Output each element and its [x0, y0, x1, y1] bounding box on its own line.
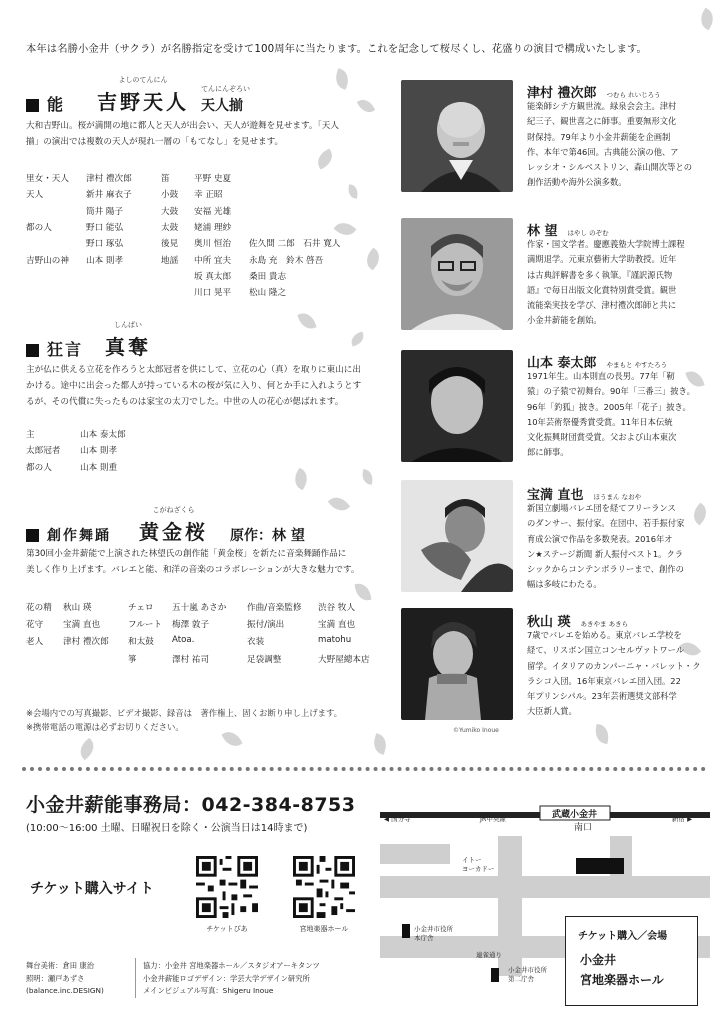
- petal-decoration: [290, 468, 311, 491]
- bio-line: ラシコ入団。16年東京バレエ団入団。22: [527, 675, 681, 686]
- bio-line: 文化振興財団賞受賞。父および山本東次: [527, 432, 677, 443]
- cast-instrument: チェロ: [128, 603, 154, 613]
- noh-subtitle-ruby: てんにんぞろい: [201, 85, 251, 93]
- cast-instrument: 箏: [128, 654, 137, 665]
- label-line: 本庁舎: [414, 934, 434, 942]
- petal-decoration: [297, 310, 316, 332]
- jr-line-label: JR中央線: [480, 815, 506, 823]
- section-bullet: [26, 344, 39, 357]
- dance-genre: 創作舞踊: [47, 528, 111, 544]
- bio-line: 新国立劇場バレエ団を経てフリーランス: [527, 503, 676, 513]
- venue-name-line1: 小金井: [580, 953, 617, 967]
- cast-player: 澤村 祐司: [172, 654, 210, 665]
- cast-role: 太郎冠者: [26, 446, 61, 457]
- cast-name: 津村 禮次郎: [63, 637, 109, 648]
- venue-name-line2: 宮地楽器ホール: [580, 973, 664, 987]
- cast-name: 野口 能弘: [86, 222, 124, 233]
- kyogen-title: 真奪: [105, 335, 152, 359]
- cast-name: 津村 禮次郎: [86, 174, 132, 184]
- kyogen-genre: 狂言: [47, 340, 84, 359]
- bio-text: [527, 369, 707, 461]
- noh-heading: [26, 76, 251, 115]
- cast-instrument: フルート: [128, 620, 163, 631]
- kyogen-title-ruby: しんばい: [114, 321, 143, 329]
- bio-text: [527, 237, 707, 329]
- portrait-akiyama: [401, 608, 513, 720]
- credit-divider: [135, 958, 136, 998]
- cast-instrument: 太鼓: [161, 222, 179, 233]
- staff-job: 作曲/音楽監修: [247, 603, 302, 613]
- cast-player: 中所 宜夫: [194, 255, 232, 266]
- cast-player: 幸 正昭: [194, 190, 223, 201]
- petal-decoration: [349, 331, 366, 346]
- ticket-site-label: チケット購入サイト: [30, 881, 154, 897]
- qr-code-ticket-pia[interactable]: [196, 856, 258, 918]
- bio-line: は古典評解書を多く執筆。『謹訳源氏物: [527, 269, 673, 280]
- city-hall-label: [414, 925, 453, 943]
- cast-role: 都の人: [26, 462, 52, 473]
- cast-role: 花守: [26, 620, 44, 631]
- bio-kana: あきやま あきら: [580, 620, 629, 628]
- bio-line: 7歳でバレエを始める。東京バレエ学校を: [527, 630, 682, 640]
- bio-line: 大臣新人賞。: [527, 706, 577, 717]
- label-line: 小金井市役所: [508, 966, 547, 974]
- bio-line: 作家・国文学者。慶應義塾大学院博士課程: [527, 239, 685, 249]
- portrait-yamamoto: [401, 350, 513, 462]
- label-line: ヨーカドー: [462, 865, 495, 873]
- bio-line: 1971年生。山本則直の長男。77年「靭: [527, 371, 675, 381]
- bio-kana: やまもと やすたろう: [606, 361, 668, 369]
- desc-line: 美しく作り上げます。バレエと能、和洋の音楽のコラボレーションが大きな魅力です。: [26, 565, 360, 575]
- office-phone: 小金井薪能事務局：042-384-8753: [26, 794, 356, 816]
- noh-title-ruby: よしのてんにん: [118, 76, 168, 84]
- portrait-tsumura: [401, 80, 513, 192]
- bio-line: 育成公演で作品を多数発表。2016年オ: [527, 533, 673, 544]
- desc-line: 大和吉野山。桜が満開の地に都人と天人が出会い、天人が遊舞を見せます。「天人: [26, 121, 339, 131]
- petal-decoration: [361, 469, 374, 485]
- note-line: ※携帯電話の電源は必ずお切りください。: [26, 722, 184, 732]
- cast-player: 川口 晃平: [194, 288, 232, 299]
- petal-decoration: [314, 148, 337, 169]
- credit-line: 照明：瀬戸あずさ: [26, 973, 85, 983]
- staff-job: 衣装: [247, 637, 265, 648]
- bio-line: 財保持。79年より小金井薪能を企画制: [527, 131, 671, 142]
- direction-west: ◀ 国分寺: [384, 815, 411, 823]
- petal-decoration: [355, 582, 372, 602]
- cast-role: 老人: [26, 637, 44, 648]
- cast-player: 坂 真太郎: [194, 271, 232, 282]
- petal-decoration: [357, 96, 375, 116]
- note-line: ※会場内での写真撮影、ビデオ撮影、録音は 著作権上、固くお断り申し上げます。: [26, 708, 343, 718]
- bio-name-text: 秋山 瑛: [527, 615, 571, 630]
- dance-heading: [26, 506, 305, 545]
- cast-player: 五十嵐 あさか: [172, 603, 227, 613]
- cast-role: 都の人: [26, 222, 52, 233]
- desc-line: るが、その代償に失ったものは家宝の太刀でした。中世の人の花心が偲ばれます。: [26, 397, 344, 407]
- bio-name-text: 宝満 直也: [527, 488, 584, 503]
- staff-name: 宝満 直也: [318, 620, 356, 631]
- dance-title-ruby: こがねざくら: [152, 506, 195, 514]
- bio-text: [527, 99, 707, 191]
- bio-line: 幅は多岐にわたる。: [527, 579, 602, 590]
- staff-name: matohu: [318, 635, 352, 646]
- dance-subtitle: 原作：林 望: [230, 528, 305, 544]
- bio-line: 紀三子、観世喜之に師事。重要無形文化: [527, 116, 677, 127]
- bio-line: のダンサー、振付家。在団中、若手振付家: [527, 518, 685, 529]
- cast-name: 山本 泰太郎: [80, 430, 126, 440]
- bio-line: 流能楽実技を学び、津村禮次郎師と共に: [527, 300, 677, 311]
- petal-decoration: [332, 68, 351, 90]
- bio-line: レッシオ・シルベストリン、森山開次等との: [527, 162, 692, 173]
- bio-line: 満期退学。元東京藝術大学助教授。近年: [527, 254, 677, 265]
- bio-name-text: 林 望: [527, 224, 558, 239]
- noh-genre: 能: [47, 95, 66, 114]
- qr-label-pia: チケットぴあ: [206, 925, 248, 933]
- bio-line: 年プリンシパル。23年芸術選奨文部科学: [527, 691, 677, 702]
- kyogen-description: [26, 362, 361, 410]
- cast-name: 野口 琢弘: [86, 239, 124, 250]
- bio-line: 留学。イタリアのカンパーニャ・バレット・ク: [527, 660, 701, 671]
- intro-text: 本年は名勝小金井（サクラ）が名勝指定を受けて100周年に当たります。これを記念して桜尽くし、花盛りの演目で構成いたします。: [26, 43, 647, 55]
- petal-decoration: [370, 733, 389, 755]
- city-hall2-label: [508, 966, 547, 984]
- portrait-hayashi: [401, 218, 513, 330]
- credit-line: 舞台美術：倉田 康治: [26, 961, 94, 970]
- portrait-houman: [401, 480, 513, 592]
- label-line: イトー: [462, 856, 482, 864]
- cast-instrument: 後見: [161, 239, 179, 250]
- cast-name: 宝満 直也: [63, 620, 101, 631]
- desc-line: 揃」の演出では複数の天人が現れ一層の「もてなし」を見せます。: [26, 137, 284, 147]
- cast-name: 新井 麻衣子: [86, 190, 132, 201]
- cast-extra: 永島 充 鈴木 啓吾: [249, 255, 324, 266]
- cast-extra: 佐久間 二郎 石井 寛人: [249, 239, 341, 250]
- ito-yokado-label: [462, 856, 494, 874]
- kyogen-heading: [26, 321, 152, 360]
- bio-kana: はやし のぞむ: [567, 229, 609, 237]
- cast-role: 主: [26, 430, 35, 440]
- bio-line: 郎に師事。: [527, 447, 569, 458]
- cast-extra: 桑田 貴志: [249, 271, 287, 282]
- bio-line: 創作活動や海外公演多数。: [527, 177, 627, 188]
- bio-line: 作、本年で第46回。古典能公演の他、ア: [527, 146, 679, 157]
- photo-credit: ©Yumiko Inoue: [453, 727, 499, 734]
- bio-line: 小金井薪能を創始。: [527, 315, 602, 326]
- cast-instrument: 小鼓: [161, 190, 179, 201]
- cast-player: 梅澤 敦子: [172, 620, 210, 631]
- petal-decoration: [328, 493, 350, 516]
- noh-description: [26, 118, 339, 150]
- credit-line: 小金井薪能ロゴデザイン：学芸大学デザイン研究所: [143, 973, 310, 983]
- staff-name: 大野屋總本店: [318, 654, 370, 665]
- cast-name: 筒井 陽子: [86, 206, 124, 217]
- bio-text: [527, 628, 707, 720]
- station-name: 武蔵小金井: [552, 810, 598, 820]
- cast-extra: 松山 隆之: [249, 288, 287, 299]
- cast-name: 山本 則孝: [86, 255, 124, 266]
- cast-instrument: 大鼓: [161, 206, 179, 217]
- road-label: 連雀通り: [476, 951, 502, 959]
- section-bullet: [26, 529, 39, 542]
- cast-player: 安福 光雄: [194, 206, 232, 217]
- noh-subtitle: 天人揃: [201, 98, 244, 114]
- bio-kana: ほうまん なおや: [593, 493, 642, 501]
- cast-instrument: 笛: [161, 174, 170, 184]
- qr-label-miyaji: 宮地楽器ホール: [299, 925, 349, 933]
- cast-name: 山本 則重: [80, 462, 118, 473]
- cast-role: 天人: [26, 190, 44, 201]
- credit-line: 協力：小金井 宮地楽器ホール／スタジオアーキタンツ: [143, 961, 320, 970]
- noh-title: 吉野天人: [97, 90, 190, 114]
- cast-player: Atoa.: [172, 635, 195, 646]
- desc-line: 第30回小金井薪能で上演された林望氏の創作能「黄金桜」を新たに音楽舞踊作品に: [26, 549, 347, 559]
- section-bullet: [26, 99, 39, 112]
- bio-line: 猿」の子猿で初舞台。90年「三番三」披き。: [527, 386, 695, 397]
- bio-line: 語』で毎日出版文化賞特別賞受賞。観世: [527, 284, 677, 295]
- office-hours: (10:00〜16:00 土曜、日曜祝日を除く・公演当日は14時まで): [26, 823, 308, 834]
- cast-name: 秋山 瑛: [63, 603, 92, 613]
- petal-decoration: [594, 724, 611, 744]
- cast-instrument: 和太鼓: [128, 637, 154, 648]
- desc-line: 主が仏に供える立花を作ろうと太郎冠者を供にして、立花の心（真）を取りに東山に出: [26, 365, 361, 375]
- bio-kana: つむら れいじろう: [606, 91, 661, 99]
- cast-name: 山本 則孝: [80, 446, 118, 457]
- bio-line: ン★ステージ新聞 新人振付ベスト1。クラ: [527, 548, 684, 559]
- section-divider: [22, 767, 706, 771]
- label-line: 第二庁舎: [508, 975, 534, 983]
- staff-credits-right: [143, 960, 320, 998]
- venue-label: チケット購入／会場: [578, 931, 668, 942]
- bio-line: 経て、リスボン国立コンセルヴァトワール: [527, 645, 685, 656]
- bio-line: シックからコンテンポラリーまで、創作の: [527, 564, 684, 575]
- cast-role: 花の精: [26, 603, 52, 613]
- bio-line: 能楽師シテ方観世流。緑泉会会主。津村: [527, 101, 677, 111]
- petal-decoration: [362, 248, 384, 271]
- qr-code-miyaji-hall[interactable]: [293, 856, 355, 918]
- venue-box: [565, 916, 698, 1006]
- cast-player: 平野 史夏: [194, 174, 232, 184]
- desc-line: かける。途中に出会った都人が持っている木の桜が気に入り、何とか手に入れようとす: [26, 381, 362, 391]
- credit-line: メインビジュアル写真：Shigeru Inoue: [143, 986, 274, 995]
- cast-role: 里女・天人: [26, 174, 69, 184]
- bio-line: 96年「釣狐」披き。2005年「花子」披き。: [527, 401, 691, 412]
- cast-role: 吉野山の神: [26, 255, 69, 266]
- dance-title: 黄金桜: [139, 520, 208, 544]
- staff-credits-left: [26, 960, 104, 998]
- staff-job: 振付/演出: [247, 620, 285, 631]
- bio-line: 10年芸術祭優秀賞受賞。11年日本伝統: [527, 416, 673, 427]
- bio-name-text: 山本 泰太郎: [527, 356, 597, 371]
- bio-text: [527, 501, 707, 593]
- cast-player: 姥浦 理紗: [194, 222, 232, 233]
- cast-player: 奥川 恒治: [194, 239, 232, 250]
- notes: [26, 706, 342, 734]
- staff-job: 足袋調整: [247, 654, 282, 665]
- staff-name: 渋谷 牧人: [318, 603, 356, 613]
- direction-east: 新宿 ▶: [672, 815, 693, 823]
- south-exit-label: 南口: [574, 823, 593, 833]
- label-line: 小金井市役所: [414, 925, 453, 933]
- credit-line: (balance.inc.DESIGN): [26, 986, 104, 995]
- cast-instrument: 地謡: [161, 255, 179, 266]
- petal-decoration: [347, 184, 359, 199]
- dance-description: [26, 546, 359, 578]
- petal-decoration: [76, 738, 99, 760]
- bio-name-text: 津村 禮次郎: [527, 86, 597, 101]
- petal-decoration: [696, 8, 717, 31]
